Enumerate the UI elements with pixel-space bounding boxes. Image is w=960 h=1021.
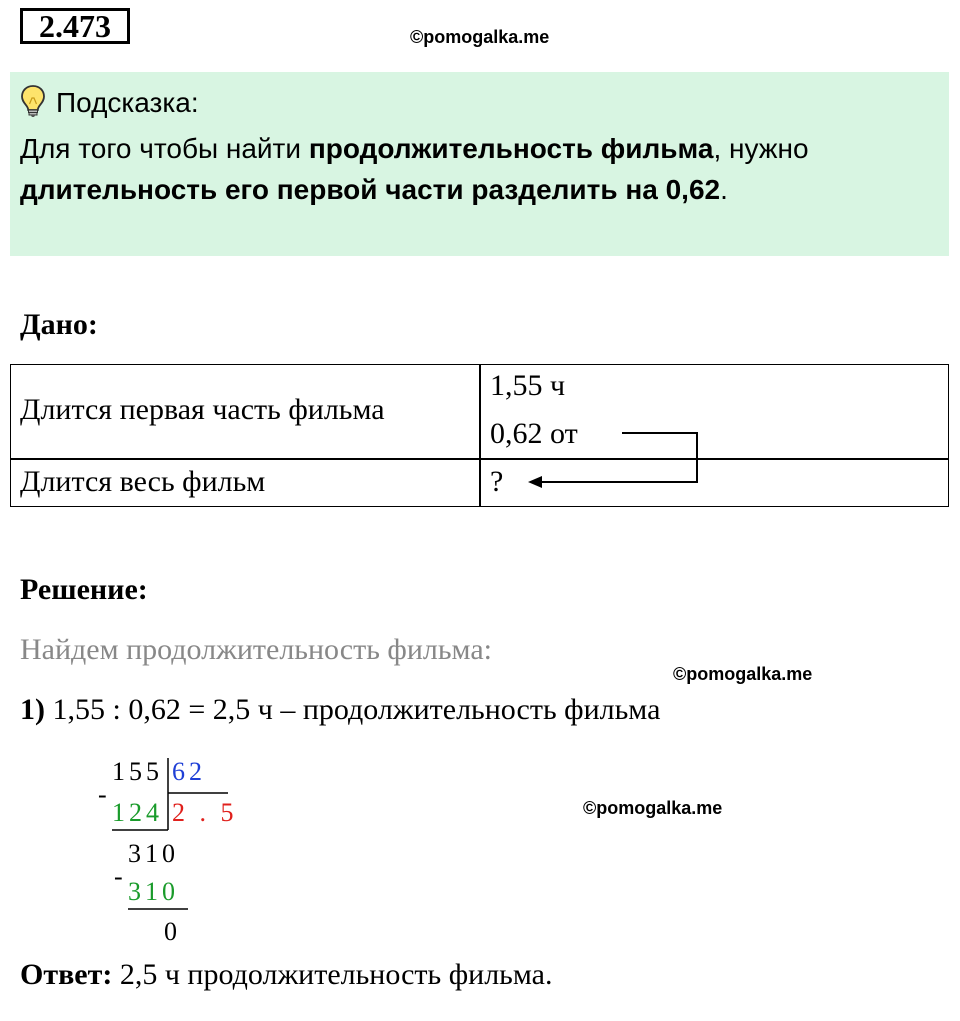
division-subtrahend-2: 310 [128,877,179,906]
division-quotient: 2 . 5 [172,798,238,827]
step-text: 1,55 : 0,62 = 2,5 ч – продолжительность фильма [45,693,661,726]
given-row-2-value: ? [490,465,504,498]
step-number: 1) [20,693,45,726]
given-row-2-label: Длится весь фильм [20,465,266,498]
solution-heading: Решение: [20,573,148,606]
hint-title-text: Подсказка: [56,87,199,118]
answer [20,958,552,992]
hint-line2-bold: длительность его первой части разделить на 0,62 [20,174,721,205]
hint-line1-pre: Для того чтобы найти [20,133,309,164]
division-minus-2: - [114,862,127,891]
given-heading: Дано: [20,308,98,341]
hint-line1-bold: продолжительность фильма [308,133,714,164]
given-row-1-value-2: 0,62 от [490,417,578,450]
hint-line2-post: . [720,174,728,205]
task-number: 2.473 [20,8,130,44]
solution-intro: Найдем продолжительность фильма: [20,633,492,666]
division-dividend: 155 [112,757,163,786]
given-row-1-label: Длится первая часть фильма [20,393,385,426]
answer-text: 2,5 ч продолжительность фильма. [112,958,553,991]
watermark: ©pomogalka.me [673,664,813,684]
division-subtrahend-1: 124 [112,798,163,827]
given-row-1-value-1: 1,55 ч [490,369,566,402]
watermark: ©pomogalka.me [583,798,723,818]
answer-label: Ответ: [20,958,113,991]
division-divisor: 62 [172,757,206,786]
division-remainder-1: 310 [128,839,179,868]
division-minus-1: - [98,780,111,809]
hint-line1-post: , нужно [713,133,809,164]
watermark: ©pomogalka.me [410,27,550,47]
division-remainder-2: 0 [164,917,181,946]
